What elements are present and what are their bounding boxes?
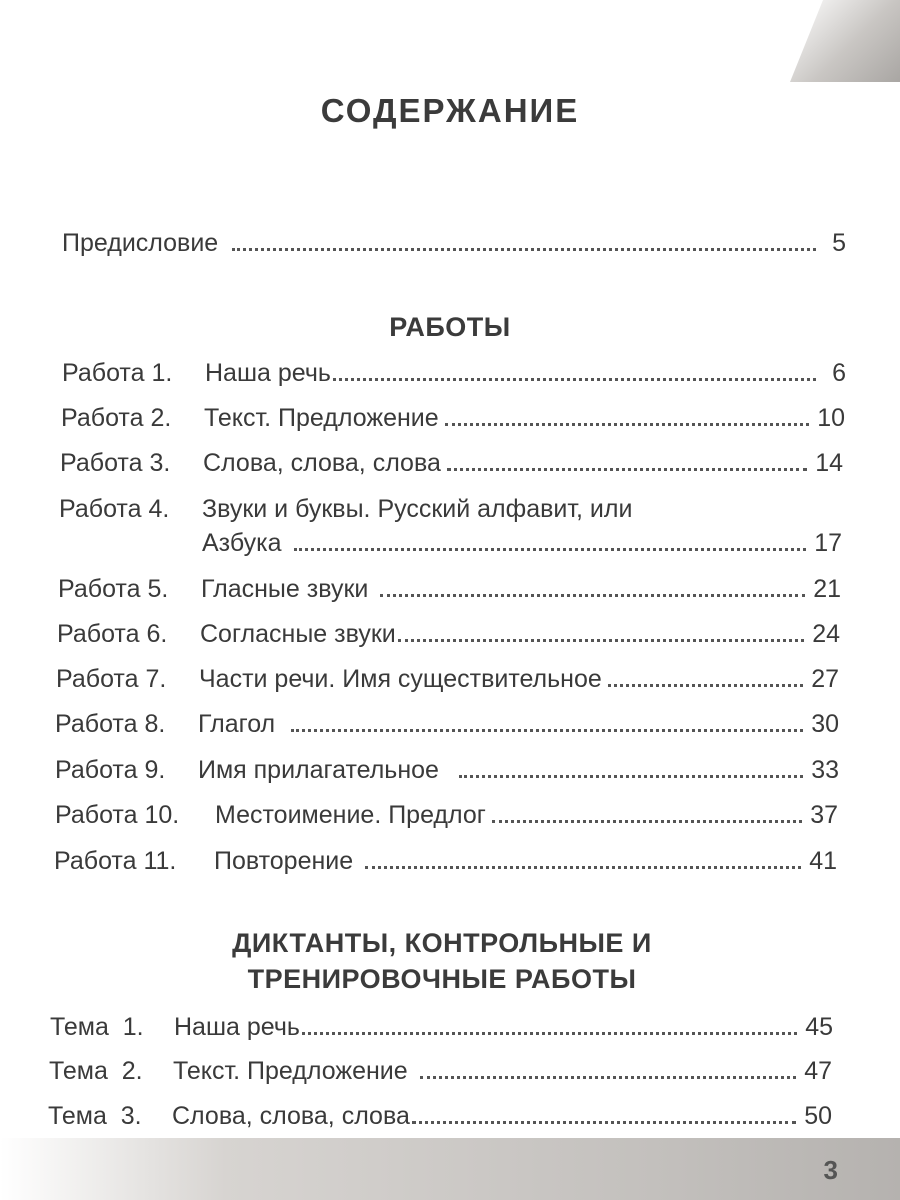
toc-entry-title: Повторение <box>214 847 354 875</box>
toc-entry[interactable] <box>59 494 842 524</box>
dot-leader <box>398 639 804 642</box>
toc-entry-title: Согласные звуки <box>200 620 396 648</box>
footer-band <box>0 1138 900 1200</box>
toc-entry-page: 27 <box>811 665 839 693</box>
toc-entry-title: Наша речь <box>205 359 331 387</box>
toc-entry[interactable] <box>60 448 843 478</box>
toc-entry-title-continuation: Азбука <box>202 529 282 557</box>
toc-entry-label: Работа 2. <box>61 404 172 432</box>
dot-leader <box>445 423 810 426</box>
toc-entry[interactable] <box>62 358 846 388</box>
toc-entry[interactable] <box>61 403 845 433</box>
toc-entry[interactable] <box>48 1101 832 1131</box>
dot-leader <box>608 684 803 687</box>
toc-entry-page: 5 <box>832 229 846 257</box>
dot-leader <box>420 1076 797 1079</box>
dot-leader <box>302 1032 797 1035</box>
toc-entry-preface[interactable] <box>62 228 846 258</box>
toc-entry[interactable] <box>57 619 840 649</box>
toc-entry-page: 50 <box>804 1102 832 1130</box>
section-heading-dictations: ДИКТАНТЫ, КОНТРОЛЬНЫЕ И <box>232 928 652 958</box>
dot-leader <box>380 594 805 597</box>
dot-leader <box>412 1121 796 1124</box>
toc-entry-page: 21 <box>813 575 841 603</box>
toc-entry-title: Наша речь <box>174 1013 300 1041</box>
toc-entry-title: Текст. Предложение <box>173 1057 408 1085</box>
toc-entry-label: Тема 1. <box>50 1013 144 1041</box>
toc-entry-label: Работа 1. <box>62 359 173 387</box>
toc-entry-label: Работа 11. <box>54 847 177 875</box>
section-heading-dictations-line2: ТРЕНИРОВОЧНЫЕ РАБОТЫ <box>247 964 637 994</box>
page-number: 3 <box>823 1155 838 1185</box>
toc-entry[interactable] <box>55 755 839 785</box>
toc-entry-title: Части речи. Имя существительное <box>199 665 602 693</box>
toc-entry-label: Работа 10. <box>55 801 180 829</box>
dot-leader <box>365 866 801 869</box>
toc-entry-page: 45 <box>805 1013 833 1041</box>
toc-entry-label: Работа 7. <box>56 665 167 693</box>
toc-entry-title: Глагол <box>198 710 276 738</box>
toc-entry-page: 10 <box>817 404 845 432</box>
toc-entry-title: Имя прилагательное <box>198 756 439 784</box>
toc-entry[interactable] <box>49 1056 832 1086</box>
toc-entry-page: 41 <box>809 847 837 875</box>
dot-leader <box>294 548 807 551</box>
toc-entry-page: 6 <box>832 359 846 387</box>
toc-entry-label: Работа 9. <box>55 756 166 784</box>
toc-entry-label: Работа 6. <box>57 620 168 648</box>
toc-entry[interactable] <box>58 574 841 604</box>
section-heading-works: РАБОТЫ <box>389 312 511 342</box>
corner-decoration <box>790 0 900 82</box>
toc-entry-label: Работа 3. <box>60 449 171 477</box>
toc-entry-title: Предисловие <box>62 229 219 257</box>
toc-entry-continuation[interactable] <box>202 528 842 558</box>
toc-entry-title: Гласные звуки <box>201 575 369 603</box>
toc-entry-label: Тема 3. <box>48 1102 142 1130</box>
toc-entry-page: 24 <box>812 620 840 648</box>
dot-leader <box>447 468 807 471</box>
toc-entry[interactable] <box>55 800 838 830</box>
toc-entry[interactable] <box>56 664 839 694</box>
dot-leader <box>333 378 816 381</box>
page-title: СОДЕРЖАНИЕ <box>320 92 580 129</box>
dot-leader <box>291 729 803 732</box>
toc-entry-label: Работа 5. <box>58 575 169 603</box>
toc-entry-label: Тема 2. <box>49 1057 143 1085</box>
toc-entry[interactable] <box>50 1012 833 1042</box>
toc-entry-label: Работа 4. <box>59 495 170 523</box>
toc-entry-title: Текст. Предложение <box>204 404 439 432</box>
dot-leader <box>232 248 816 251</box>
toc-entry-title: Слова, слова, слова <box>172 1102 410 1130</box>
toc-entry-page: 47 <box>804 1057 832 1085</box>
toc-entry[interactable] <box>55 709 839 739</box>
toc-entry-title: Звуки и буквы. Русский алфавит, или <box>202 495 633 523</box>
toc-entry-page: 17 <box>814 529 842 557</box>
toc-entry-title: Местоимение. Предлог <box>215 801 486 829</box>
dot-leader <box>459 775 803 778</box>
toc-entry-page: 33 <box>811 756 839 784</box>
toc-entry-page: 14 <box>815 449 843 477</box>
toc-entry-page: 30 <box>811 710 839 738</box>
toc-entry-label: Работа 8. <box>55 710 166 738</box>
toc-entry-page: 37 <box>810 801 838 829</box>
toc-entry[interactable] <box>54 846 837 876</box>
toc-entry-title: Слова, слова, слова <box>203 449 441 477</box>
dot-leader <box>492 820 802 823</box>
